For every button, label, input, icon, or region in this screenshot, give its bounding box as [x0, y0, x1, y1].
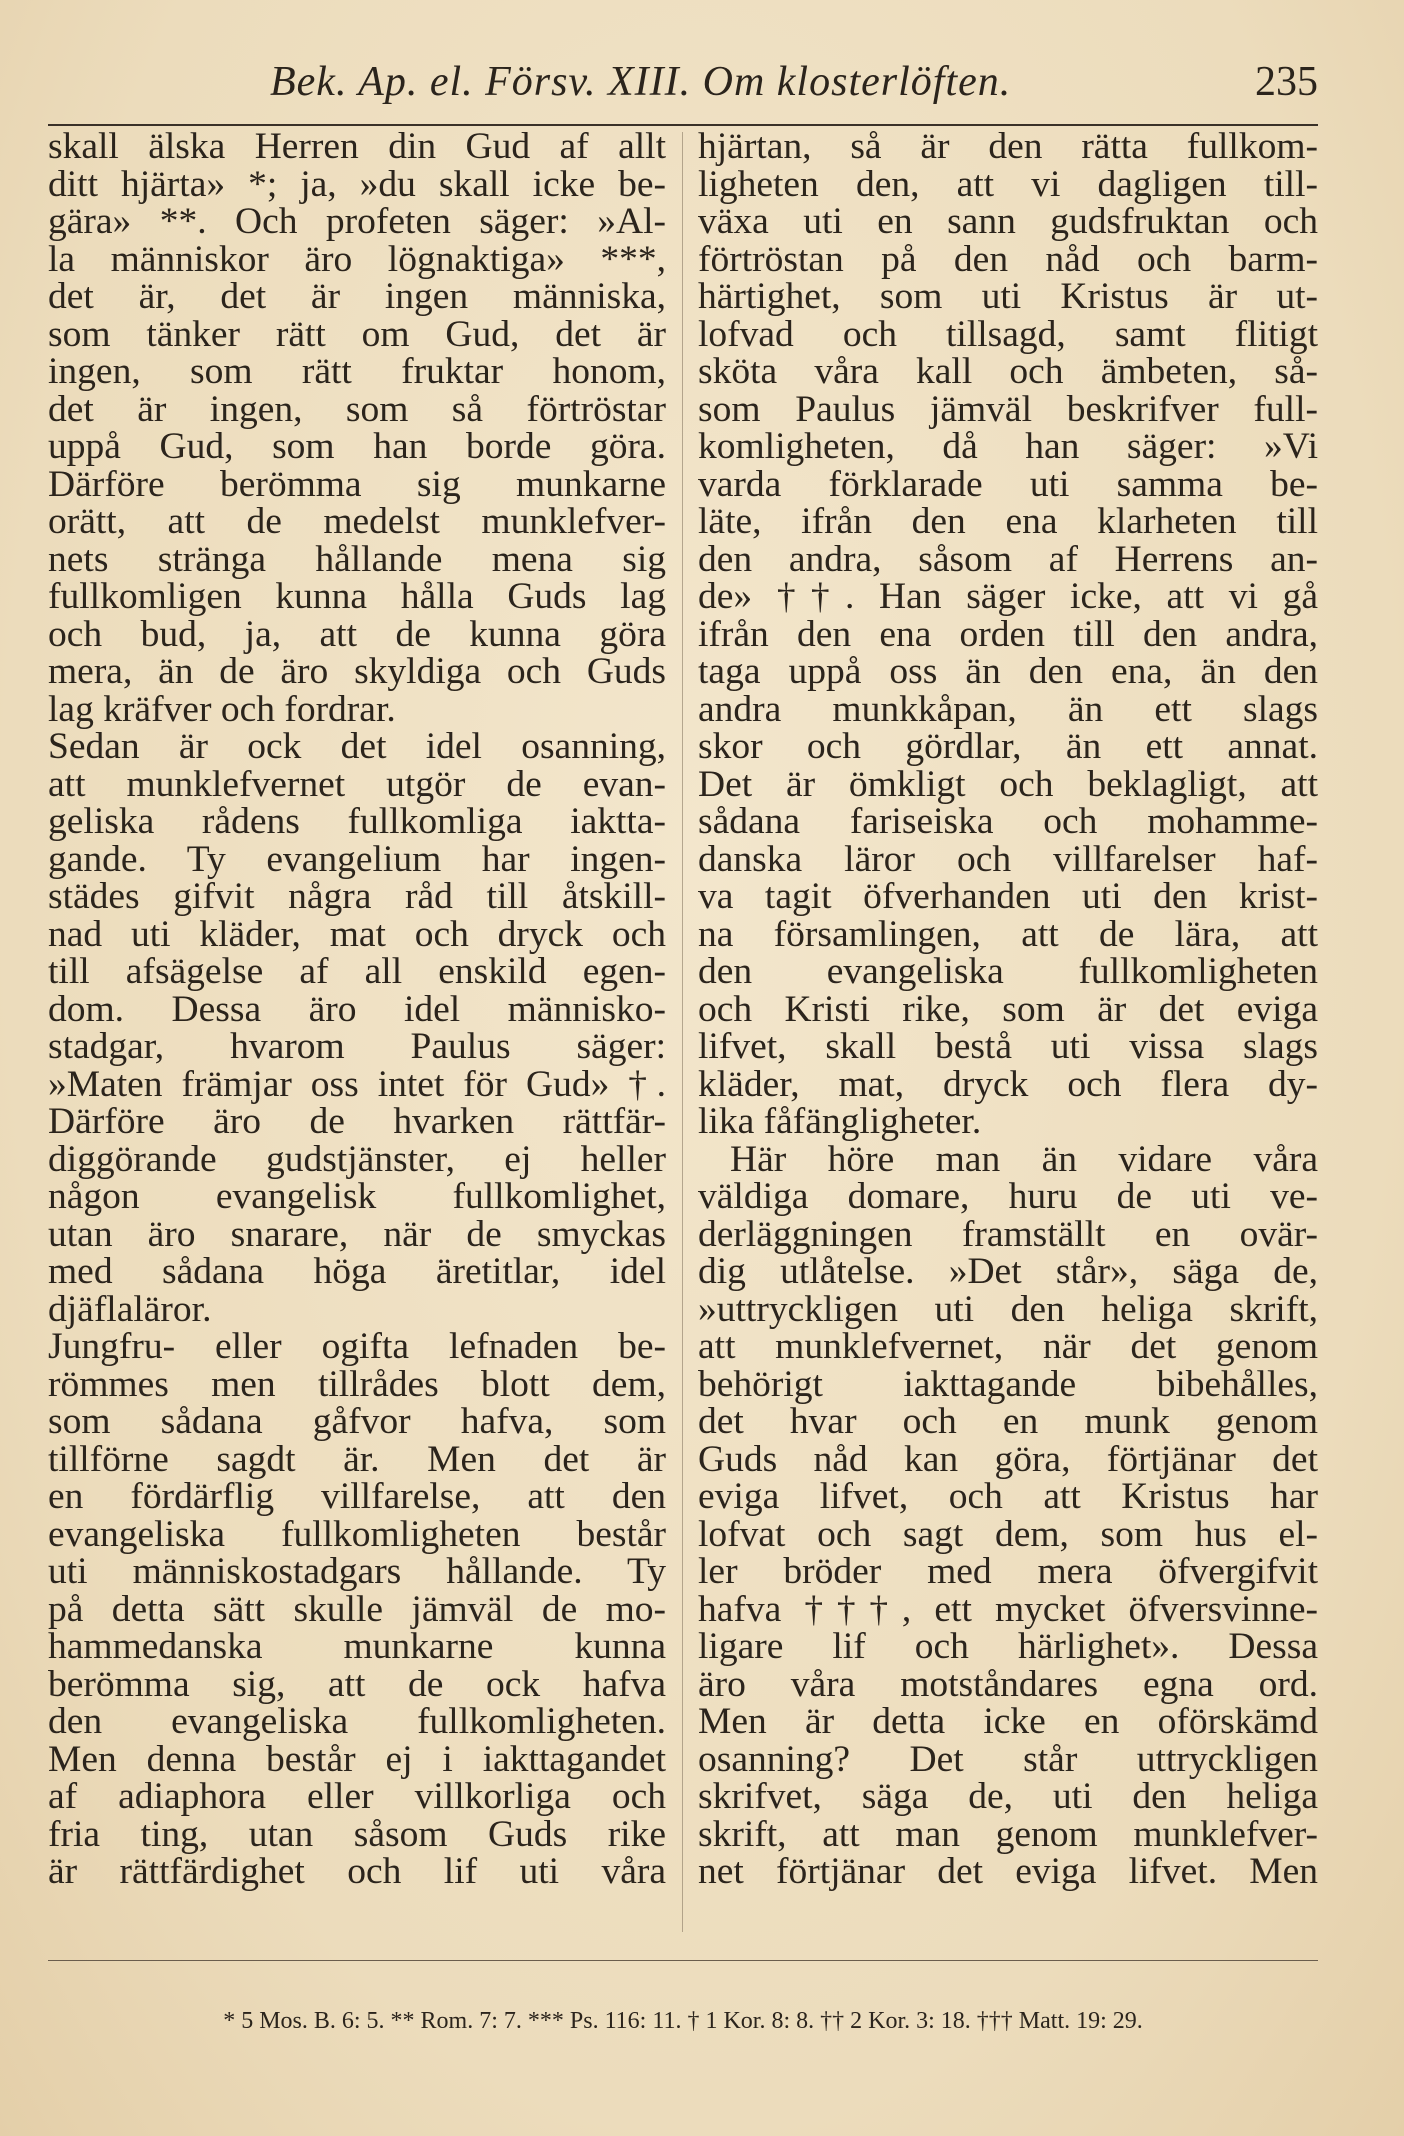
- text-line: Guds nåd kan göra, förtjänar det: [698, 1438, 1318, 1480]
- text-line: läte, ifrån den ena klarheten till: [698, 501, 1318, 542]
- text-line: andra munkkåpan, än ett slags: [698, 688, 1318, 730]
- text-line: gande. Ty evangelium har ingen-: [48, 838, 666, 880]
- text-line: skall älska Herren din Gud af allt: [48, 126, 666, 167]
- text-line: sköta våra kall och ämbeten, så-: [698, 351, 1318, 392]
- text-line: orätt, att de medelst munklefver-: [48, 501, 666, 542]
- text-line: danska läror och villfarelser haf-: [698, 838, 1318, 880]
- text-line: komligheten, då han säger: »Vi: [698, 426, 1318, 467]
- text-line: den evangeliska fullkomligheten.: [48, 1701, 666, 1742]
- text-line: till afsägelse af all enskild egen-: [48, 951, 666, 992]
- text-line: skrifvet, säga de, uti den heliga: [698, 1776, 1318, 1817]
- text-line: uppå Gud, som han borde göra.: [48, 426, 666, 467]
- text-line: Men är detta icke en oförskämd: [698, 1701, 1318, 1742]
- text-line: Jungfru- eller ogifta lefnaden be-: [48, 1326, 666, 1367]
- text-line: derläggningen framställt en ovär-: [698, 1213, 1318, 1255]
- text-line: stadgar, hvarom Paulus säger:: [48, 1026, 666, 1067]
- text-line: tillförne sagdt är. Men det är: [48, 1438, 666, 1480]
- text-line: uti människostadgars hållande. Ty: [48, 1551, 666, 1592]
- text-line: Här höre man än vidare våra: [730, 1138, 1318, 1180]
- text-line: växa uti en sann gudsfruktan och: [698, 201, 1318, 242]
- text-line: ingen, som rätt fruktar honom,: [48, 351, 666, 392]
- text-line: hafva †††, ett mycket öfversvinne-: [698, 1588, 1318, 1630]
- text-line: ifrån den ena orden till den andra,: [698, 613, 1318, 655]
- text-line: att munklefvernet, när det genom: [698, 1326, 1318, 1367]
- text-line: af adiaphora eller villkorliga och: [48, 1776, 666, 1817]
- text-line: städes gifvit några råd till åtskill-: [48, 876, 666, 917]
- text-line: Men denna består ej i iakttagandet: [48, 1738, 666, 1780]
- text-line: va tagit öfverhanden uti den krist-: [698, 876, 1318, 917]
- text-line: det är ingen, som så förtröstar: [48, 388, 666, 430]
- text-line: och Kristi rike, som är det eviga: [698, 988, 1318, 1030]
- text-line: som sådana gåfvor hafva, som: [48, 1401, 666, 1442]
- text-line: någon evangelisk fullkomlighet,: [48, 1176, 666, 1217]
- text-line: äro våra motståndares egna ord.: [698, 1663, 1318, 1705]
- footnotes: * 5 Mos. B. 6: 5. ** Rom. 7: 7. *** Ps. 116: 11. † 1 Kor. 8: 8. †† 2 Kor. 3: 18. ††† Matt. 19: 29.: [223, 2008, 1143, 2034]
- text-line: Därföre äro de hvarken rättfär-: [48, 1101, 666, 1142]
- text-line: fria ting, utan såsom Guds rike: [48, 1813, 666, 1855]
- text-line: berömma sig, att de ock hafva: [48, 1663, 666, 1705]
- text-line: det är, det är ingen människa,: [48, 276, 666, 317]
- text-line: »uttryckligen uti den heliga skrift,: [698, 1288, 1318, 1330]
- text-line: hjärtan, så är den rätta fullkom-: [698, 126, 1318, 167]
- text-line: de» ††. Han säger icke, att vi gå: [698, 576, 1318, 617]
- running-title: Bek. Ap. el. Försv. XIII. Om klosterlöften.: [270, 59, 1012, 105]
- footnote-rule: [48, 1960, 1318, 1961]
- column-divider: [682, 132, 683, 1932]
- text-line: att munklefvernet utgör de evan-: [48, 763, 666, 805]
- text-line: taga uppå oss än den ena, än den: [698, 651, 1318, 692]
- text-line: den evangeliska fullkomligheten: [698, 951, 1318, 992]
- text-line: evangeliska fullkomligheten består: [48, 1513, 666, 1555]
- text-line: la människor äro lögnaktiga» ***,: [48, 238, 666, 280]
- text-line: Det är ömkligt och beklagligt, att: [698, 763, 1318, 805]
- text-line: utan äro snarare, när de smyckas: [48, 1213, 666, 1255]
- text-line: lofvat och sagt dem, som hus el-: [698, 1513, 1318, 1555]
- text-line: nets stränga hållande mena sig: [48, 538, 666, 580]
- text-line: är rättfärdighet och lif uti våra: [48, 1851, 666, 1892]
- text-line: lofvad och tillsagd, samt flitigt: [698, 313, 1318, 355]
- text-line: geliska rådens fullkomliga iaktta-: [48, 801, 666, 842]
- text-line: kläder, mat, dryck och flera dy-: [698, 1063, 1318, 1105]
- text-line: römmes men tillrådes blott dem,: [48, 1363, 666, 1405]
- text-line: gära» **. Och profeten säger: »Al-: [48, 201, 666, 242]
- text-line: och bud, ja, att de kunna göra: [48, 613, 666, 655]
- text-line: ditt hjärta» *; ja, »du skall icke be-: [48, 163, 666, 205]
- text-line: lika fåfängligheter.: [698, 1101, 982, 1142]
- text-line: net förtjänar det eviga lifvet. Men: [698, 1851, 1318, 1892]
- text-line: som tänker rätt om Gud, det är: [48, 313, 666, 355]
- text-line: det hvar och en munk genom: [698, 1401, 1318, 1442]
- text-line: na församlingen, att de lära, att: [698, 913, 1318, 955]
- text-line: fullkomligen kunna hålla Guds lag: [48, 576, 666, 617]
- text-line: ler bröder med mera öfvergifvit: [698, 1551, 1318, 1592]
- text-line: lifvet, skall bestå uti vissa slags: [698, 1026, 1318, 1067]
- text-line: djäflaläror.: [48, 1288, 212, 1330]
- text-line: väldiga domare, huru de uti ve-: [698, 1176, 1318, 1217]
- text-line: sådana fariseiska och mohamme-: [698, 801, 1318, 842]
- text-line: som Paulus jämväl beskrifver full-: [698, 388, 1318, 430]
- text-line: nad uti kläder, mat och dryck och: [48, 913, 666, 955]
- text-line: med sådana höga äretitlar, idel: [48, 1251, 666, 1292]
- text-line: hammedanska munkarne kunna: [48, 1626, 666, 1667]
- text-line: Därföre berömma sig munkarne: [48, 463, 666, 505]
- text-line: mera, än de äro skyldiga och Guds: [48, 651, 666, 692]
- text-line: dom. Dessa äro idel människo-: [48, 988, 666, 1030]
- text-line: skrift, att man genom munklefver-: [698, 1813, 1318, 1855]
- text-line: behörigt iakttagande bibehålles,: [698, 1363, 1318, 1405]
- text-line: den andra, såsom af Herrens an-: [698, 538, 1318, 580]
- text-line: osanning? Det står uttryckligen: [698, 1738, 1318, 1780]
- left-text-column: [48, 128, 666, 1891]
- text-line: lag kräfver och fordrar.: [48, 688, 396, 730]
- text-line: förtröstan på den nåd och barm-: [698, 238, 1318, 280]
- text-line: eviga lifvet, och att Kristus har: [698, 1476, 1318, 1517]
- right-text-column: [698, 128, 1318, 1891]
- text-line: ligheten den, att vi dagligen till-: [698, 163, 1318, 205]
- text-line: på detta sätt skulle jämväl de mo-: [48, 1588, 666, 1630]
- text-line: härtighet, som uti Kristus är ut-: [698, 276, 1318, 317]
- text-line: diggörande gudstjänster, ej heller: [48, 1138, 666, 1180]
- text-line: Sedan är ock det idel osanning,: [48, 726, 666, 767]
- page-header: [48, 58, 1318, 118]
- text-line: dig utlåtelse. »Det står», säga de,: [698, 1251, 1318, 1292]
- text-line: skor och gördlar, än ett annat.: [698, 726, 1318, 767]
- text-line: en fördärflig villfarelse, att den: [48, 1476, 666, 1517]
- page-number: 235: [1255, 59, 1318, 105]
- text-line: ligare lif och härlighet». Dessa: [698, 1626, 1318, 1667]
- text-line: »Maten främjar oss intet för Gud» †.: [48, 1063, 666, 1105]
- text-line: varda förklarade uti samma be-: [698, 463, 1318, 505]
